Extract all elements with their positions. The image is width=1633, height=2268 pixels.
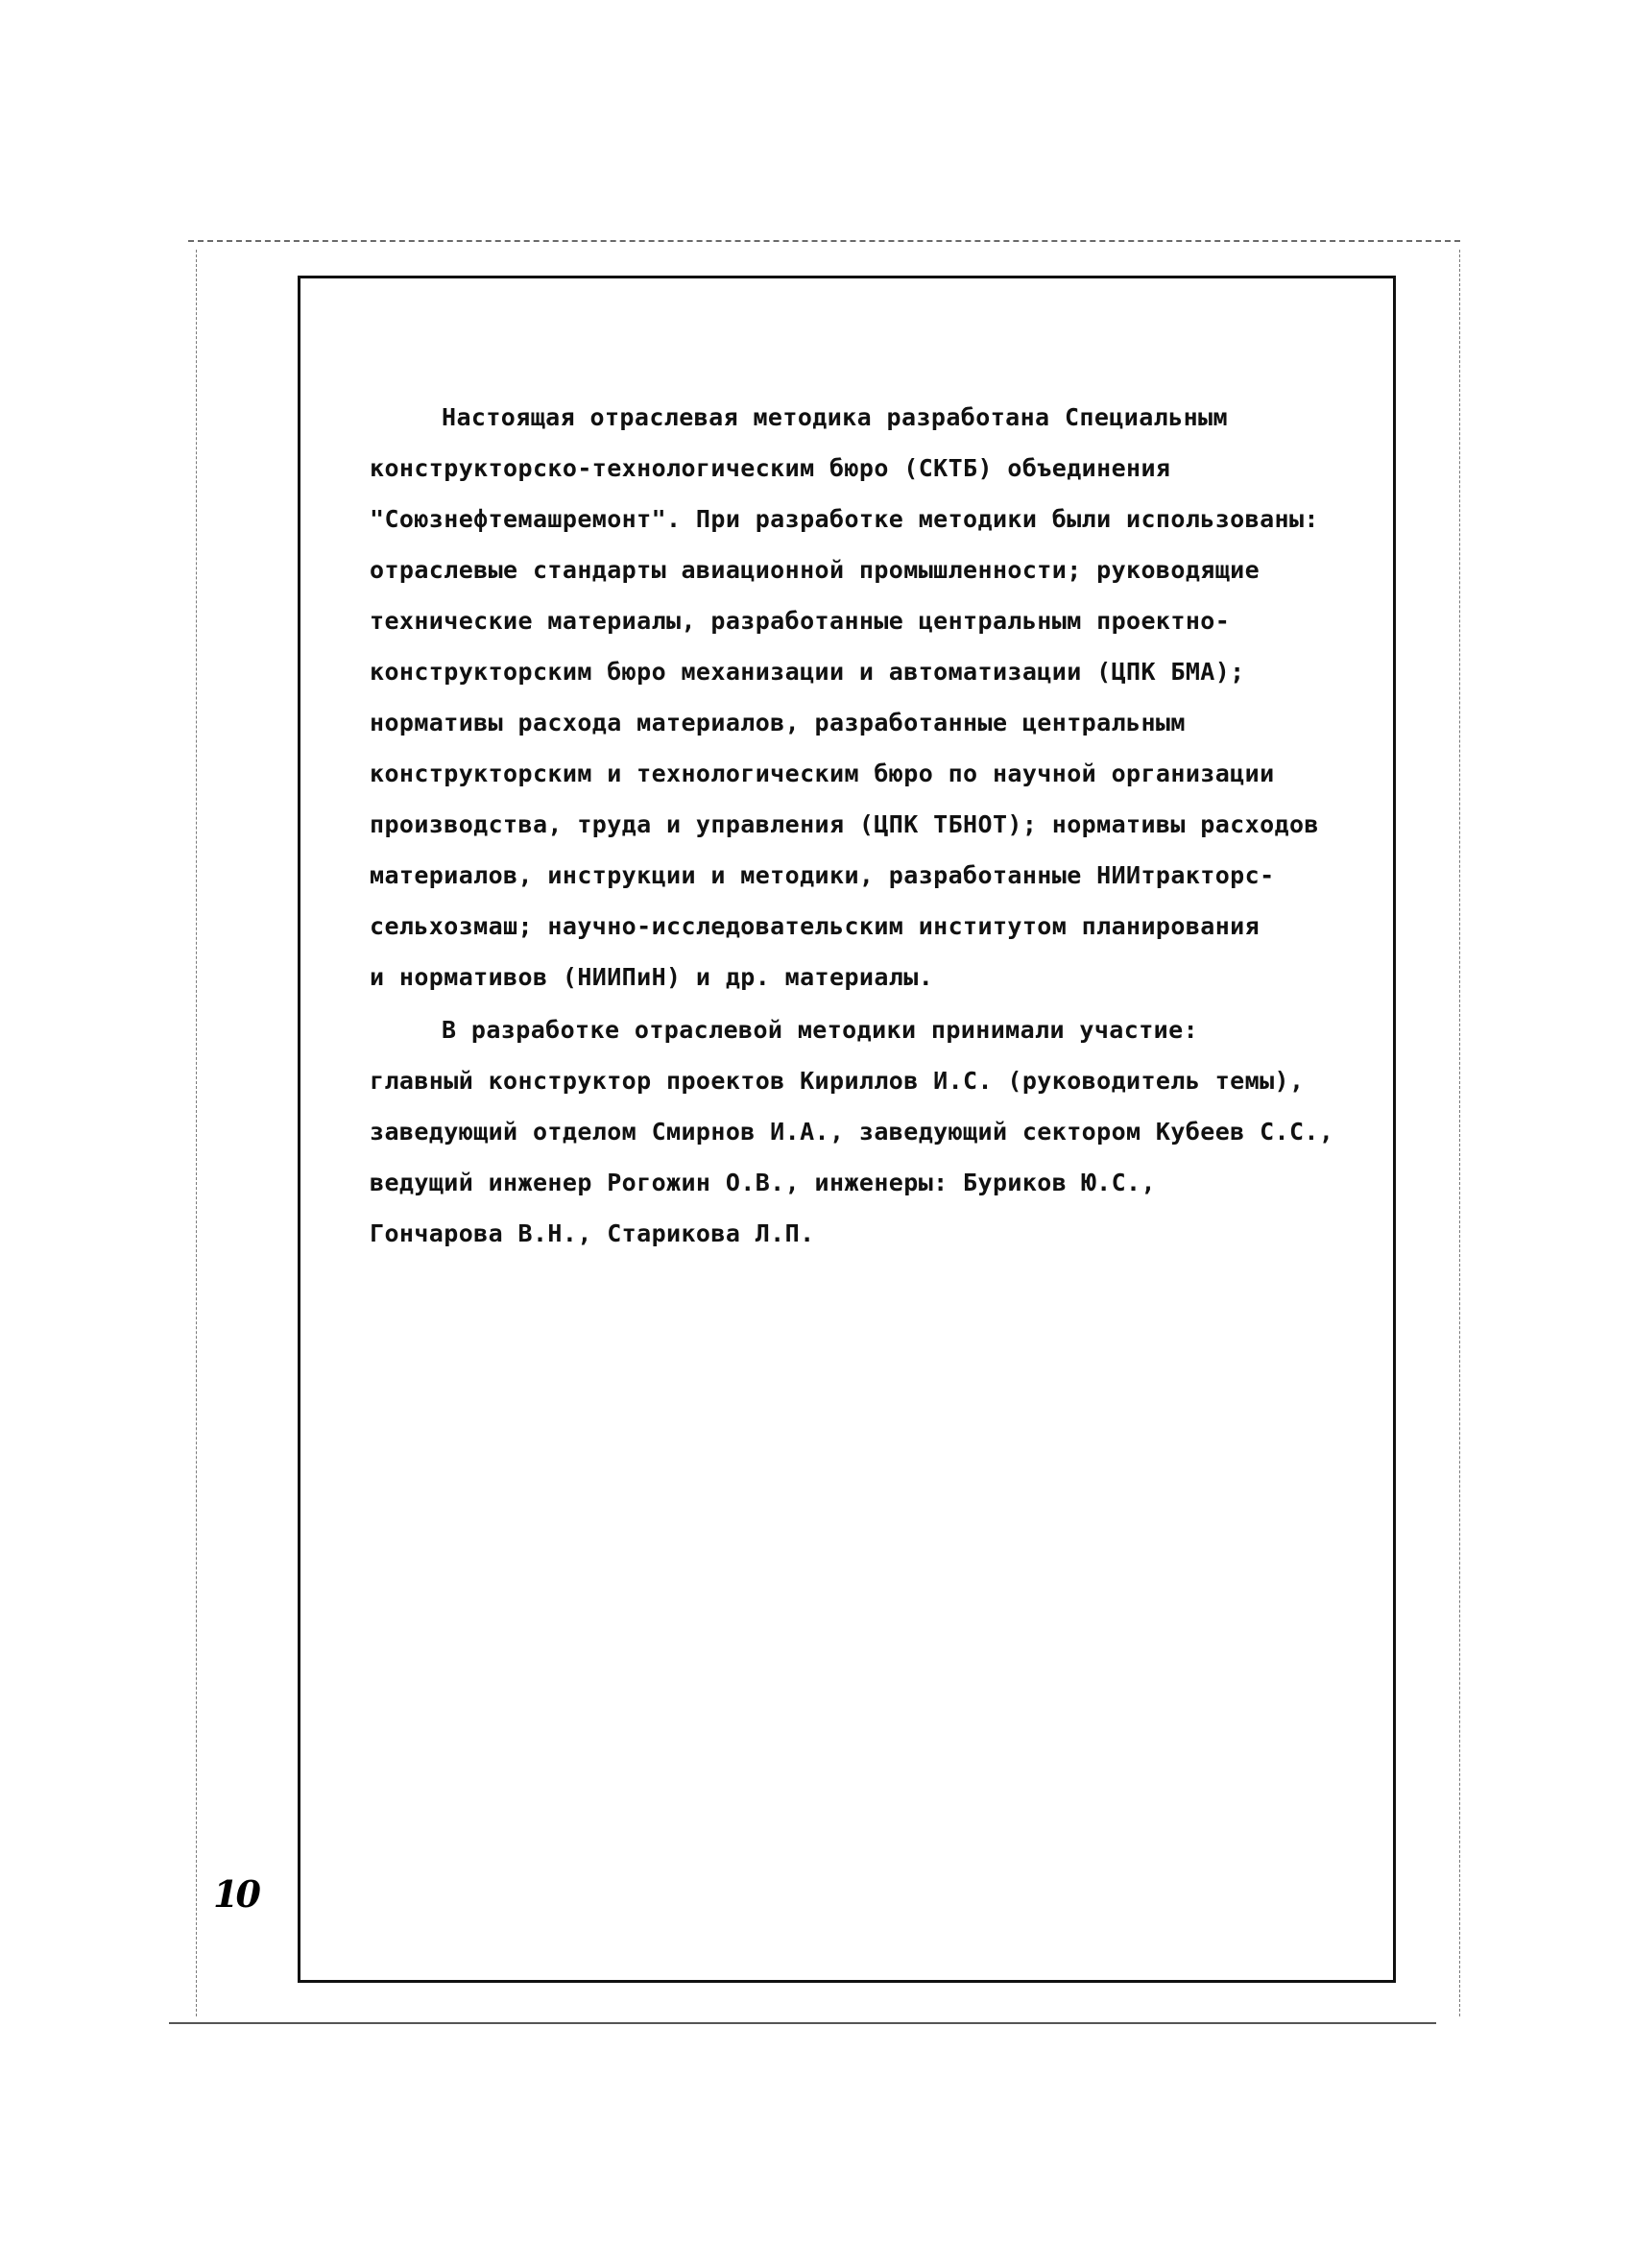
outer-frame-bottom-edge (169, 2022, 1436, 2024)
text-line: "Союзнефтемашремонт". При разработке методики были использованы: (370, 505, 1319, 533)
text-line: конструкторским и технологическим бюро по научной организации (370, 760, 1275, 787)
page-number: 10 (213, 1872, 258, 1916)
text-line: Настоящая отраслевая методика разработана Специальным (442, 403, 1228, 431)
document-body (370, 392, 1430, 1259)
text-line: технические материалы, разработанные центральным проектно- (370, 607, 1231, 635)
text-line: производства, труда и управления (ЦПК ТБНОТ); нормативы расходов (370, 810, 1319, 838)
text-line: главный конструктор проектов Кириллов И.С. (руководитель темы), (370, 1067, 1305, 1095)
text-line: и нормативов (НИИПиН) и др. материалы. (370, 963, 934, 991)
paragraph-development-info (370, 392, 1430, 1002)
text-line: нормативы расхода материалов, разработанные центральным (370, 709, 1186, 736)
text-line: конструкторским бюро механизации и автоматизации (ЦПК БМА); (370, 658, 1245, 686)
outer-frame-left-edge (196, 250, 197, 2016)
text-line: сельхозмаш; научно-исследовательским институтом планирования (370, 912, 1261, 940)
outer-frame-right-edge (1459, 250, 1460, 2016)
text-line: конструкторско-технологическим бюро (СКТБ) объединения (370, 454, 1171, 482)
text-line: ведущий инженер Рогожин О.В., инженеры: Буриков Ю.С., (370, 1169, 1156, 1196)
text-line: материалов, инструкции и методики, разработанные НИИтракторс- (370, 861, 1275, 889)
text-line: заведующий отделом Смирнов И.А., заведующий сектором Кубеев С.С., (370, 1118, 1334, 1146)
text-line: В разработке отраслевой методики принимали участие: (442, 1016, 1199, 1044)
text-line: отраслевые стандарты авиационной промышленности; руководящие (370, 556, 1261, 584)
text-line: Гончарова В.Н., Старикова Л.П. (370, 1219, 815, 1247)
outer-frame-top-edge (188, 240, 1460, 242)
paragraph-participants (370, 1004, 1430, 1259)
